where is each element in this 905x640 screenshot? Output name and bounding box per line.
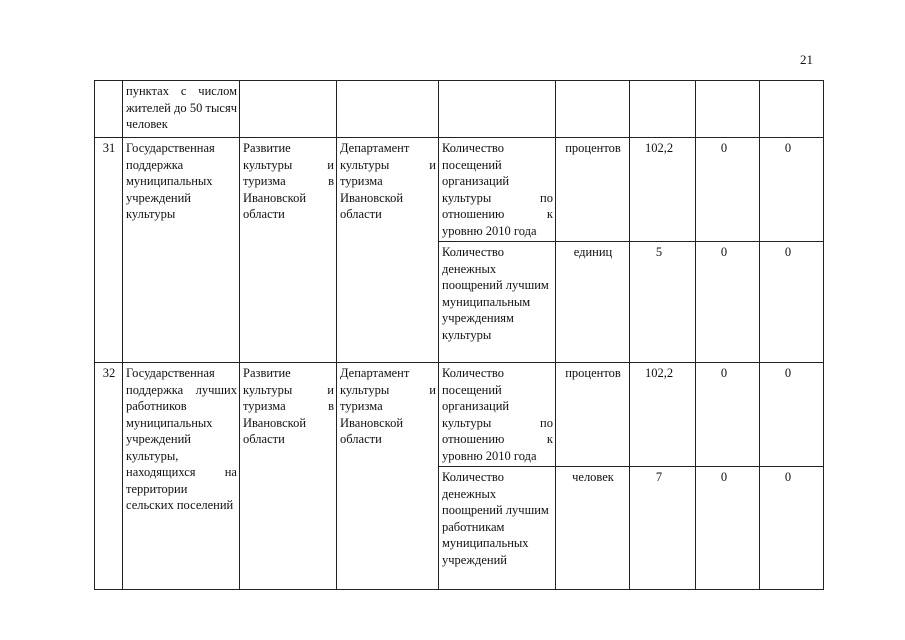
indicator-unit: человек xyxy=(556,467,630,590)
table-cell xyxy=(556,81,630,138)
continuation-text: пунктах с числом жителей до 50 тысяч человек xyxy=(123,81,240,138)
indicator-value-1: 7 xyxy=(630,467,696,590)
indicator-value-1: 102,2 xyxy=(630,138,696,242)
indicator-value-2: 0 xyxy=(696,138,760,242)
row-number: 32 xyxy=(95,363,123,590)
indicator-value-1: 102,2 xyxy=(630,363,696,467)
indicator-value-3: 0 xyxy=(760,242,824,363)
indicator-value-2: 0 xyxy=(696,467,760,590)
indicator-value-2: 0 xyxy=(696,363,760,467)
table-cell xyxy=(696,81,760,138)
measure-name: Государственная поддержка лучших работников муниципальных учреждений культуры, находящихся на территории сельских поселений xyxy=(123,363,240,590)
table-row xyxy=(95,138,824,242)
indicator-value-3: 0 xyxy=(760,138,824,242)
table-cell xyxy=(439,81,556,138)
table-row xyxy=(95,363,824,467)
page-number: 21 xyxy=(800,52,813,67)
indicator-name: Количество посещений организаций культуры по отношению к уровню 2010 года xyxy=(439,138,556,242)
table-row xyxy=(95,81,824,138)
indicator-unit: процентов xyxy=(556,138,630,242)
measure-name: Государственная поддержка муниципальных учреждений культуры xyxy=(123,138,240,363)
table-cell xyxy=(95,81,123,138)
program-name: Развитие культуры и туризма в Ивановской области xyxy=(240,138,337,363)
indicator-value-1: 5 xyxy=(630,242,696,363)
table-cell xyxy=(630,81,696,138)
indicator-name: Количество денежных поощрений лучшим муниципальным учреждениям культуры xyxy=(439,242,556,363)
indicator-value-2: 0 xyxy=(696,242,760,363)
department-name: Департамент культуры и туризма Ивановской области xyxy=(337,363,439,590)
measures-table xyxy=(94,80,824,590)
department-name: Департамент культуры и туризма Ивановской области xyxy=(337,138,439,363)
table-cell xyxy=(240,81,337,138)
indicator-unit: процентов xyxy=(556,363,630,467)
indicator-value-3: 0 xyxy=(760,467,824,590)
indicator-name: Количество посещений организаций культуры по отношению к уровню 2010 года xyxy=(439,363,556,467)
program-name: Развитие культуры и туризма в Ивановской области xyxy=(240,363,337,590)
indicator-unit: единиц xyxy=(556,242,630,363)
table-cell xyxy=(337,81,439,138)
indicator-name: Количество денежных поощрений лучшим работникам муниципальных учреждений xyxy=(439,467,556,590)
table-cell xyxy=(760,81,824,138)
row-number: 31 xyxy=(95,138,123,363)
indicator-value-3: 0 xyxy=(760,363,824,467)
